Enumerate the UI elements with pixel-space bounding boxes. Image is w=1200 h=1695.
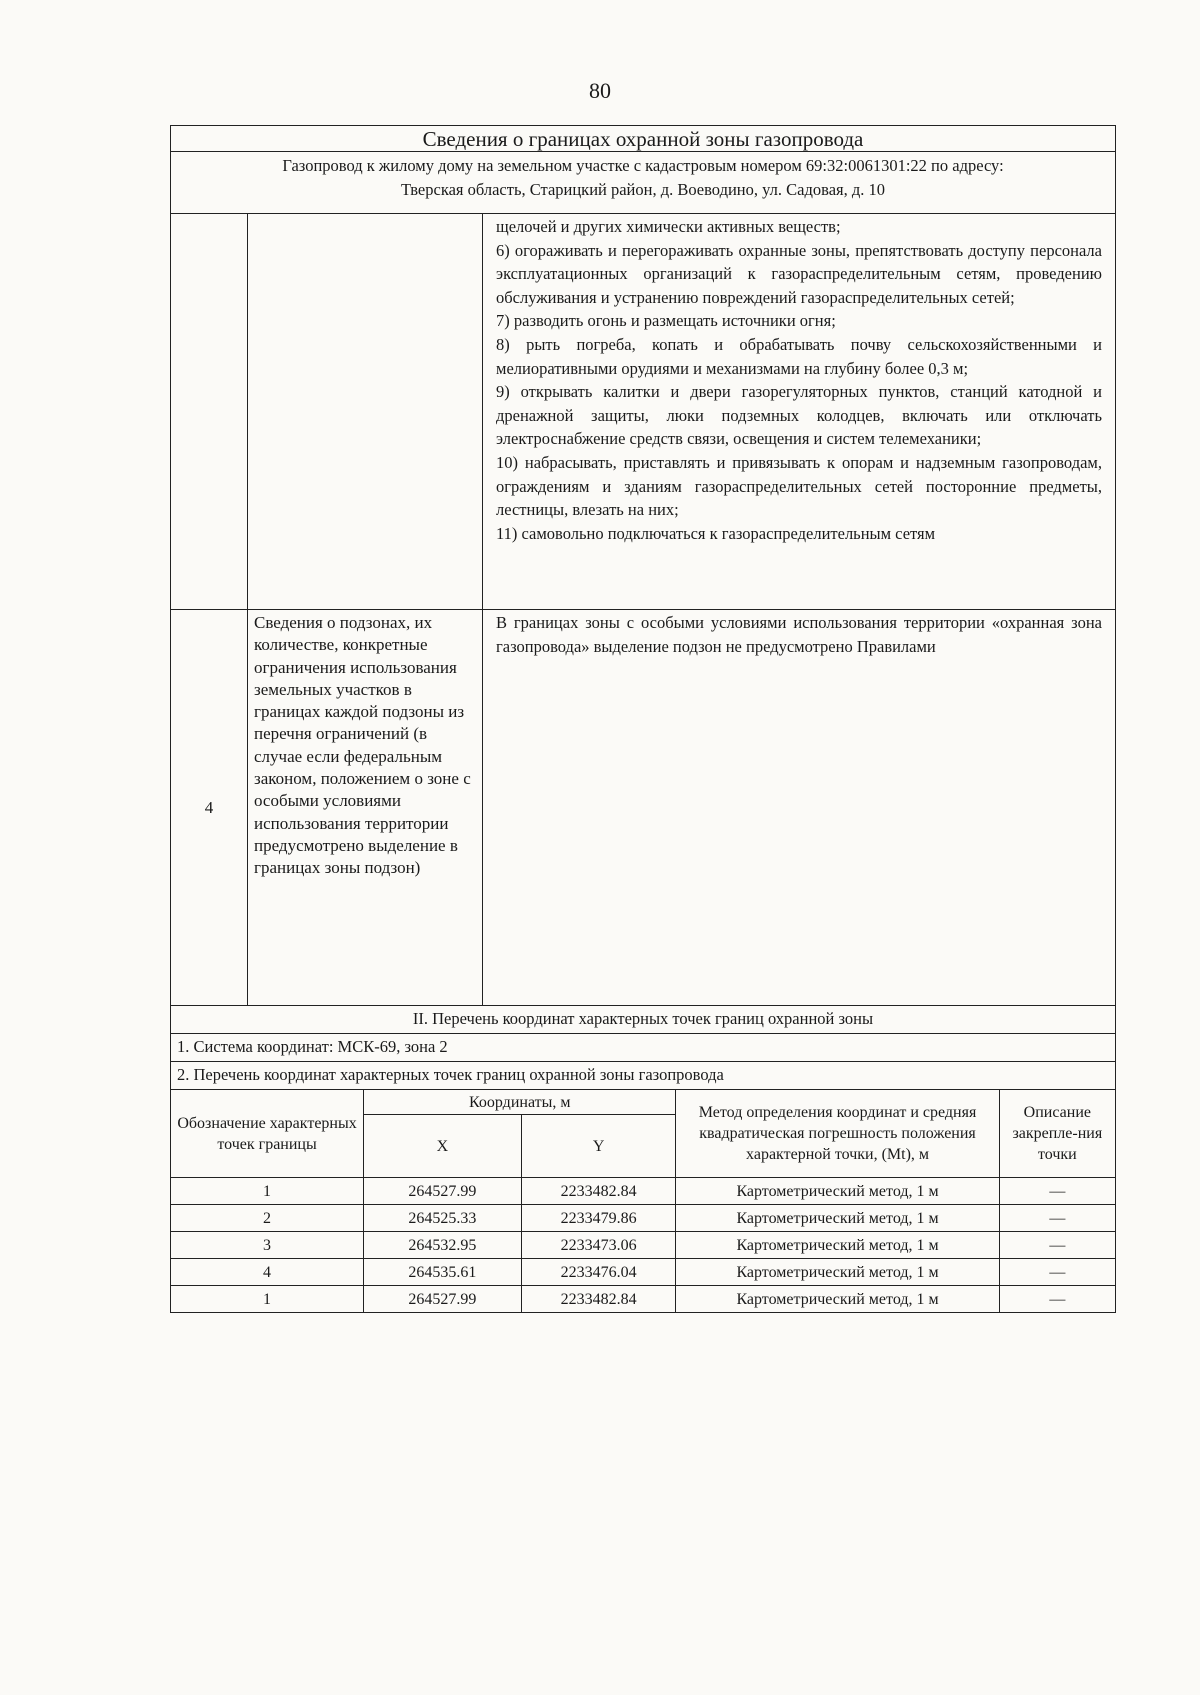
section-2-title: II. Перечень координат характерных точек границ охранной зоны	[171, 1006, 1115, 1034]
paragraph: 9) открывать калитки и двери газорегуляторных пунктов, станций катодной и дренажной защиты, люки подземных колодцев, включать или отключать электроснабжение средств связи, освещения и систем телемеханики;	[496, 382, 1102, 449]
method-cell: Картометрический метод, 1 м	[676, 1259, 999, 1286]
coordinates-list-title: 2. Перечень координат характерных точек границ охранной зоны газопровода	[171, 1062, 1115, 1090]
point-cell: 4	[171, 1259, 364, 1286]
y-cell: 2233482.84	[521, 1286, 676, 1313]
x-cell: 264527.99	[364, 1178, 522, 1205]
row-number: 4	[171, 610, 248, 1005]
point-cell: 1	[171, 1286, 364, 1313]
header-method: Метод определения координат и средняя квадратическая погрешность положения характерной точки, (Mt), м	[676, 1090, 999, 1178]
x-cell: 264527.99	[364, 1286, 522, 1313]
paragraph: 6) огораживать и перегораживать охранные зоны, препятствовать доступу персонала эксплуатационных организаций к газораспределительным сетям, проведению обслуживания и устранению повреждений газораспределительных сетей;	[496, 240, 1102, 307]
page-number: 80	[589, 78, 611, 103]
paragraph: щелочей и других химически активных веществ;	[496, 217, 841, 236]
paragraph: В границах зоны с особыми условиями использования территории «охранная зона газопровода» выделение подзон не предусмотрено Правилами	[496, 613, 1102, 656]
row-continued	[171, 214, 1115, 610]
y-cell: 2233473.06	[521, 1232, 676, 1259]
description-cell: —	[999, 1259, 1115, 1286]
method-cell: Картометрический метод, 1 м	[676, 1178, 999, 1205]
row-name	[248, 214, 483, 609]
document-title: Сведения о границах охранной зоны газопровода	[171, 126, 1115, 152]
document-table	[170, 125, 1116, 1313]
header-description: Описание закрепле-ния точки	[999, 1090, 1115, 1178]
method-cell: Картометрический метод, 1 м	[676, 1205, 999, 1232]
paragraph: 7) разводить огонь и размещать источники огня;	[496, 311, 836, 331]
subtitle-line-1: Газопровод к жилому дому на земельном участке с кадастровым номером 69:32:0061301:22 по адресу:	[282, 156, 1004, 175]
table-row	[171, 1232, 1115, 1259]
document-subtitle	[171, 152, 1115, 214]
y-cell: 2233476.04	[521, 1259, 676, 1286]
table-row	[171, 1205, 1115, 1232]
paragraph: 10) набрасывать, приставлять и привязывать к опорам и надземным газопроводам, ограждениям и зданиям газораспределительных сетей посторонние предметы, лестницы, влезать на них;	[496, 452, 1102, 520]
point-cell: 1	[171, 1178, 364, 1205]
method-cell: Картометрический метод, 1 м	[676, 1286, 999, 1313]
x-cell: 264525.33	[364, 1205, 522, 1232]
row-number	[171, 214, 248, 609]
restrictions-text	[483, 214, 1115, 609]
header-x: X	[364, 1115, 522, 1178]
method-cell: Картометрический метод, 1 м	[676, 1232, 999, 1259]
header-coordinates: Координаты, м	[364, 1090, 676, 1115]
y-cell: 2233482.84	[521, 1178, 676, 1205]
subzones-text	[483, 610, 1115, 1005]
subtitle-line-2: Тверская область, Старицкий район, д. Воеводино, ул. Садовая, д. 10	[400, 180, 886, 199]
row-name: Сведения о подзонах, их количестве, конкретные ограничения использования земельных участков в границах каждой подзоны из перечня ограничений (в случае если федеральным законом, положением о зоне с особыми условиями использования территории предусмотрено выделение в границах зоны подзон)	[248, 610, 483, 1005]
header-y: Y	[521, 1115, 676, 1178]
x-cell: 264535.61	[364, 1259, 522, 1286]
description-cell: —	[999, 1178, 1115, 1205]
coordinates-table	[171, 1090, 1115, 1312]
description-cell: —	[999, 1205, 1115, 1232]
table-row	[171, 1286, 1115, 1313]
x-cell: 264532.95	[364, 1232, 522, 1259]
description-cell: —	[999, 1232, 1115, 1259]
row-4	[171, 610, 1115, 1006]
header-designation: Обозначение характерных точек границы	[171, 1090, 364, 1178]
y-cell: 2233479.86	[521, 1205, 676, 1232]
point-cell: 2	[171, 1205, 364, 1232]
paragraph: 8) рыть погреба, копать и обрабатывать почву сельскохозяйственными и мелиоративными орудиями и механизмами на глубину более 0,3 м;	[496, 334, 1102, 378]
table-row	[171, 1259, 1115, 1286]
description-cell: —	[999, 1286, 1115, 1313]
point-cell: 3	[171, 1232, 364, 1259]
coordinate-system: 1. Система координат: МСК-69, зона 2	[171, 1034, 1115, 1062]
table-row	[171, 1178, 1115, 1205]
paragraph: 11) самовольно подключаться к газораспределительным сетям	[496, 523, 936, 543]
